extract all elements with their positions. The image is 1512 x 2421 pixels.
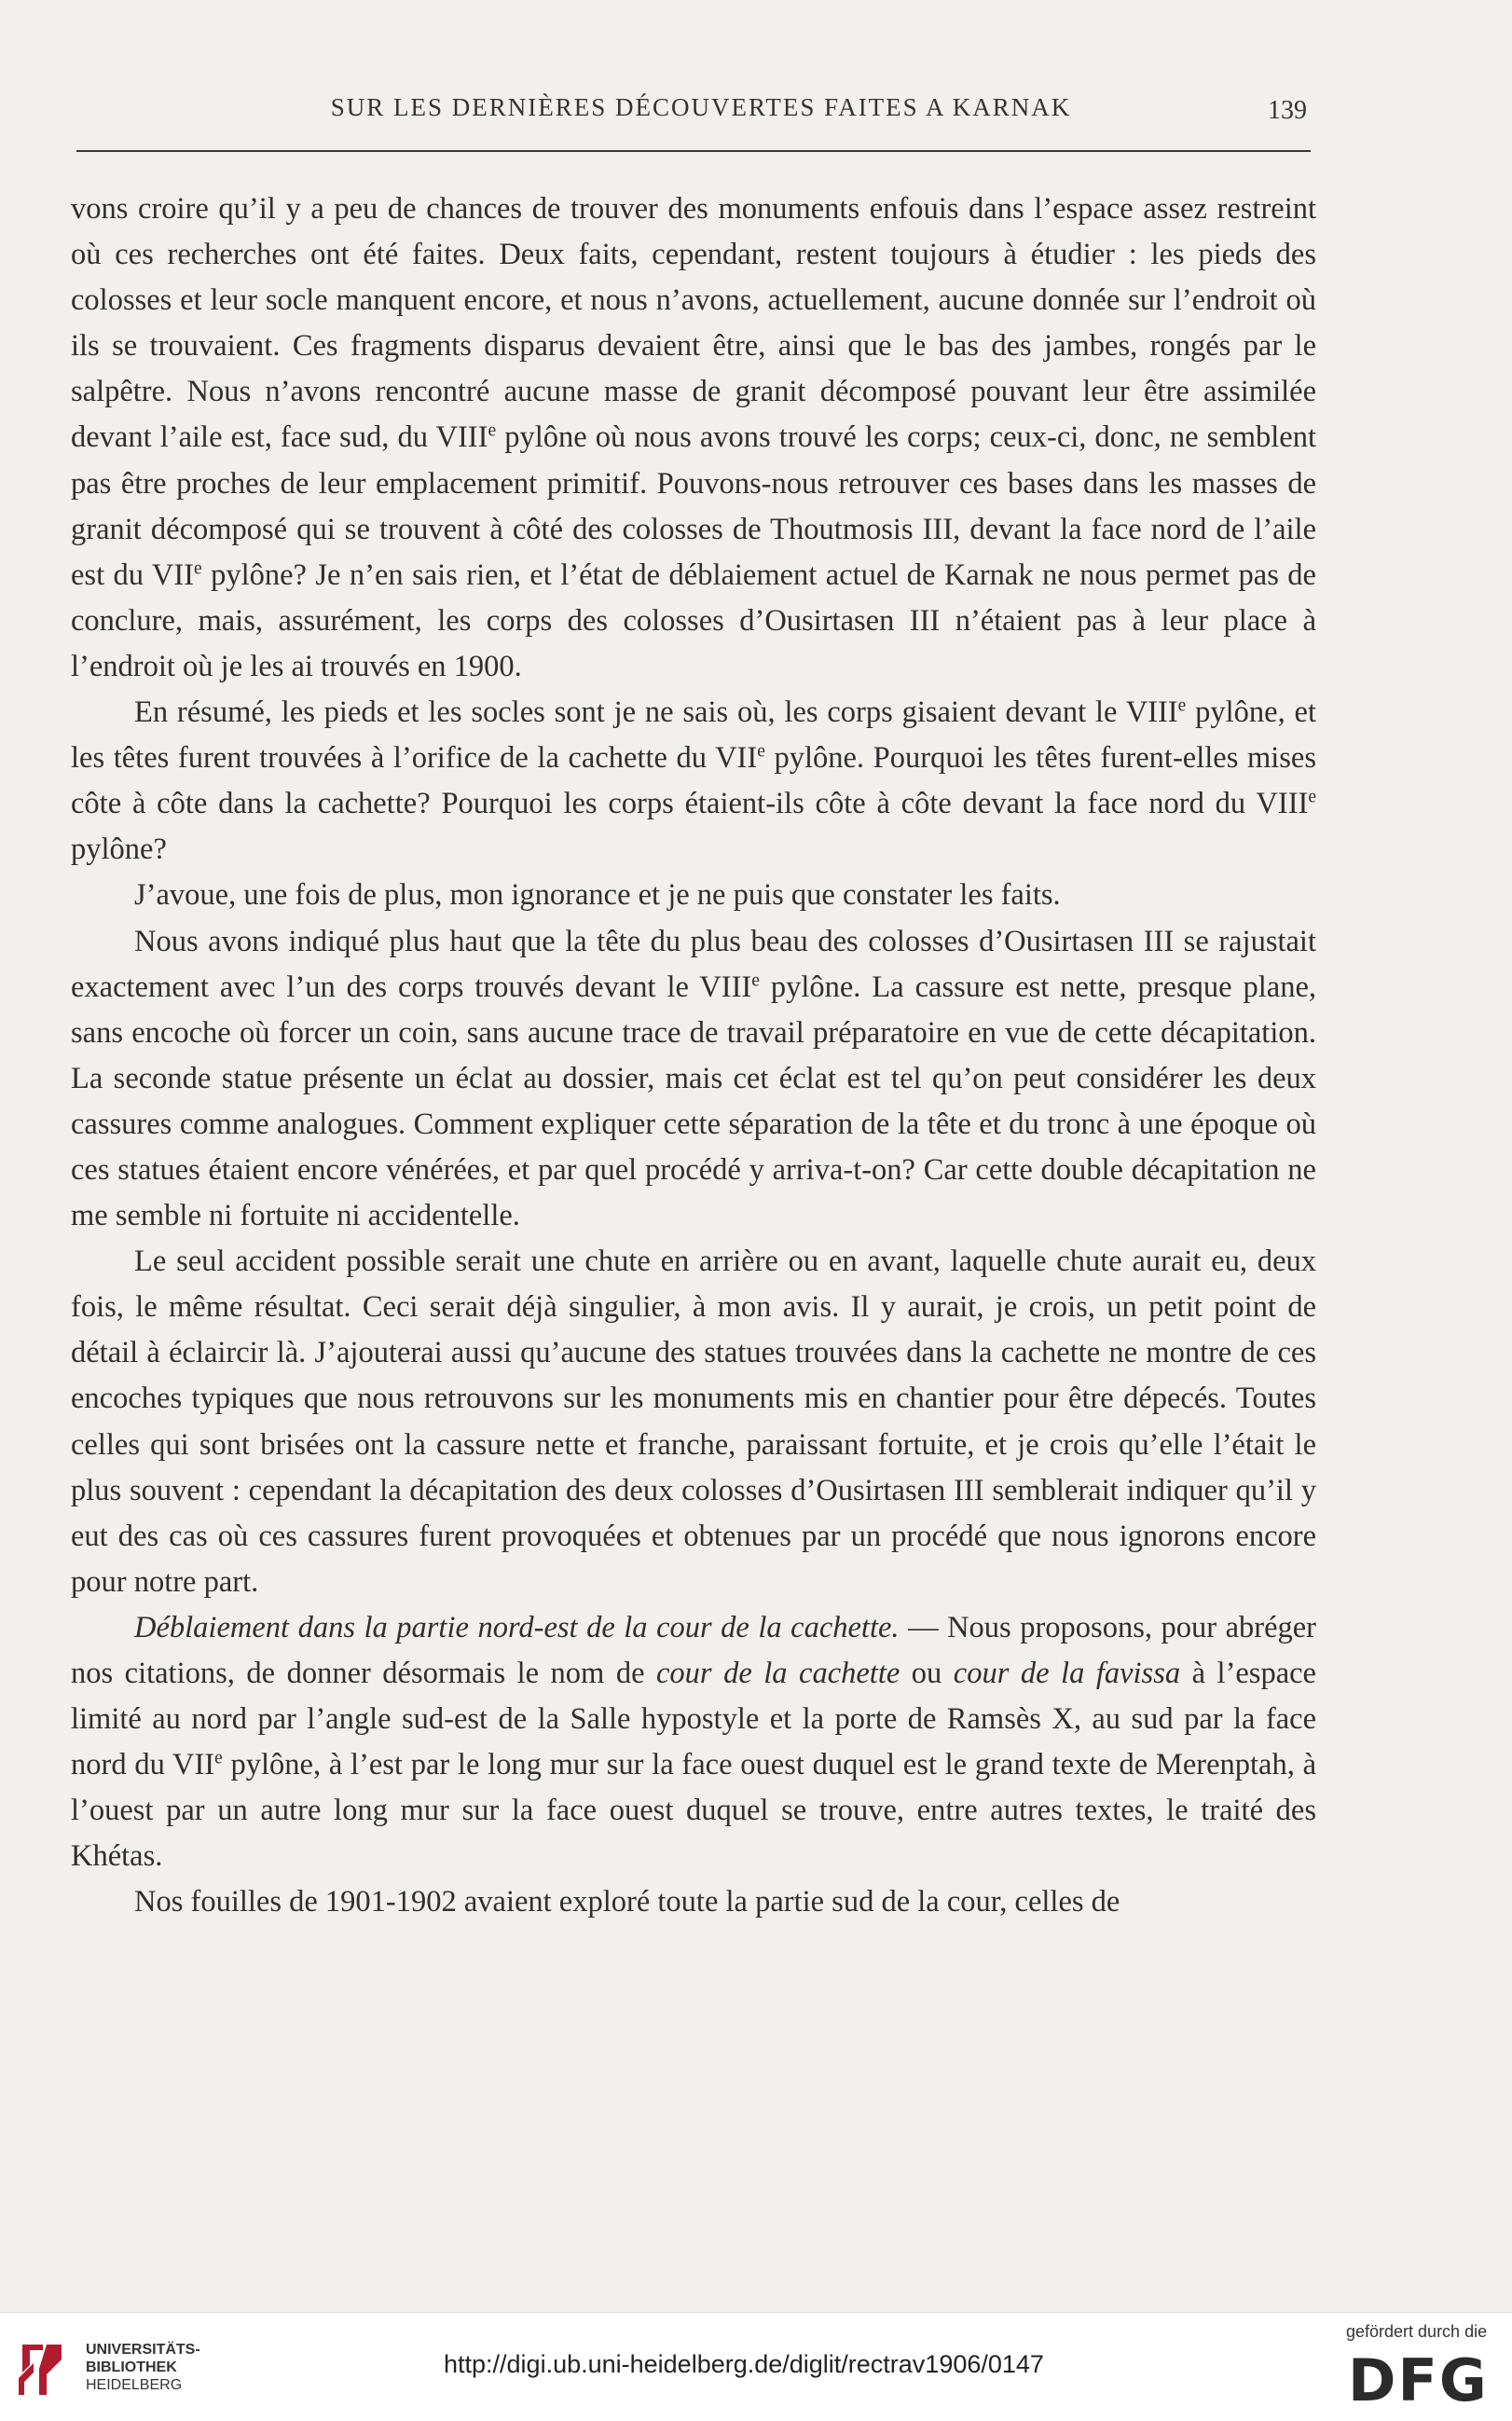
paragraph (71, 1879, 1316, 1925)
ordinal-superscript: e (751, 970, 760, 990)
ordinal-superscript: e (757, 741, 765, 762)
permalink-url[interactable]: http://digi.ub.uni-heidelberg.de/diglit/rectrav1906/0147 (444, 2350, 1044, 2378)
text-run: Le seul accident possible serait une chute en arrière ou en avant, laquelle chute aurait eu, deux fois, le même résultat. Ceci serait déjà singulier, à mon avis. Il y aurait, je crois, un petit point de détail à éclaircir là. J’ajouterai aussi qu’aucune des statues trouvées dans la cachette ne montre de ces encoches typiques que nous retrouvons sur les monuments mis en chantier pour être dépecés. Toutes celles qui sont brisées ont la cassure nette et franche, paraissant fortuite, et je crois qu’elle l’était le plus souvent : cependant la décapitation des deux colosses d’Ousirtasen III semblerait indiquer qu’il y eut des cas où ces cassures furent provoquées et obtenues par un procédé que nous ignorons encore pour notre part. (71, 1245, 1316, 1599)
text-run: pylône? (71, 832, 167, 867)
ordinal-superscript: e (214, 1748, 223, 1768)
ordinal-superscript: e (488, 420, 497, 441)
text-run: Nos fouilles de 1901-1902 avaient exploré toute la partie sud de la cour, celles de (134, 1885, 1120, 1919)
university-library-name (86, 2341, 200, 2394)
text-run: Nous avons indiqué plus haut que la tête du plus beau des colosses d’Ousirtasen III se rajustait exactement avec l’un des corps trouvés devant le VIII (71, 924, 1316, 1004)
text-run: En résumé, les pieds et les socles sont je ne sais où, les corps gisaient devant le VIII (134, 695, 1178, 730)
text-run: pylône, et les têtes furent trouvées à l’orifice de la cachette du VII (71, 695, 1316, 776)
italic-text: Déblaiement dans la partie nord-est de la cour de la cachette. (134, 1610, 900, 1644)
paragraph (71, 919, 1316, 1240)
text-run: à l’espace limité au nord par l’angle sud-est de la Salle hypostyle et la porte de Ramsès X, au sud par la face nord du VII (71, 1657, 1316, 1782)
text-run: vons croire qu’il y a peu de chances de trouver des monuments enfouis dans l’espace assez restreint où ces recherches ont été faites. Deux faits, cependant, restent toujours à étudier : les pieds des colosses et leur socle manquent encore, et nous n’avons, actuellement, aucune donnée sur l’endroit où ils se trouvaient. Ces fragments disparus devaient être, ainsi que le bas des jambes, rongés par le salpêtre. Nous n’avons rencontré aucune masse de granit décomposé pouvant leur être assimilée devant l’aile est, face sud, du VIII (71, 192, 1316, 455)
ordinal-superscript: e (1308, 787, 1316, 807)
text-run: pylône. La cassure est nette, presque plane, sans encoche où forcer un coin, sans aucune trace de travail préparatoire en vue de cette décapitation. La seconde statue présente un éclat au dossier, mais cet éclat est tel qu’on peut considérer les deux cassures comme analogues. Comment expliquer cette séparation de la tête et du tronc à une époque où ces statues étaient encore vénérées, et par quel procédé y arriva-t-on? Car cette double décapitation ne me semble ni fortuite ni accidentelle. (71, 970, 1316, 1233)
viewer-footer (0, 2312, 1512, 2421)
body-text (71, 186, 1316, 1926)
text-run: — Nous proposons, pour abréger nos citations, de donner désormais le nom de (71, 1610, 1316, 1690)
funding-caption: gefördert durch die (1346, 2322, 1488, 2341)
paragraph (71, 1239, 1316, 1605)
ordinal-superscript: e (194, 558, 202, 579)
university-library-logo-icon[interactable] (15, 2341, 69, 2399)
paragraph (71, 1605, 1316, 1880)
text-run: pylône où nous avons trouvé les corps; ceux-ci, donc, ne semblent pas être proches de leur emplacement primitif. Pouvons-nous retrouver ces bases dans les masses de granit décomposé qui se trouvent à côté des colosses de Thoutmosis III, devant la face nord de l’aile est du VII (71, 420, 1317, 592)
paragraph (71, 186, 1316, 690)
italic-text: cour de la favissa (953, 1657, 1181, 1690)
text-run: pylône. Pourquoi les têtes furent-elles mises côte à côte dans la cachette? Pourquoi les corps étaient-ils côte à côte devant la face nord du VIII (71, 741, 1316, 821)
library-line-2: BIBLIOTHEK (86, 2359, 177, 2375)
library-line-3: HEIDELBERG (86, 2377, 183, 2393)
text-run: pylône? Je n’en sais rien, et l’état de déblaiement actuel de Karnak ne nous permet pas de conclure, mais, assurément, les corps des colosses d’Ousirtasen III n’étaient pas à leur place à l’endroit où je les ai trouvés en 1900. (71, 557, 1316, 683)
italic-text: cour de la cachette (656, 1657, 900, 1690)
header-rule (76, 150, 1311, 152)
paragraph (71, 873, 1316, 918)
text-run: J’avoue, une fois de plus, mon ignorance et je ne puis que constater les faits. (134, 878, 1061, 913)
page-number: 139 (1268, 96, 1307, 125)
library-line-1: UNIVERSITÄTS- (86, 2342, 200, 2358)
dfg-logo[interactable]: DFG (1348, 2346, 1489, 2414)
ordinal-superscript: e (1177, 695, 1187, 716)
text-run: pylône, à l’est par le long mur sur la face ouest duquel est le grand texte de Merenptah, à l’ouest par un autre long mur sur la face ouest duquel se trouve, entre autres textes, le traité des Khétas. (71, 1748, 1316, 1874)
paragraph (71, 690, 1316, 873)
text-run: ou (900, 1657, 954, 1690)
running-title: SUR LES DERNIÈRES DÉCOUVERTES FAITES A KARNAK (330, 93, 1072, 121)
